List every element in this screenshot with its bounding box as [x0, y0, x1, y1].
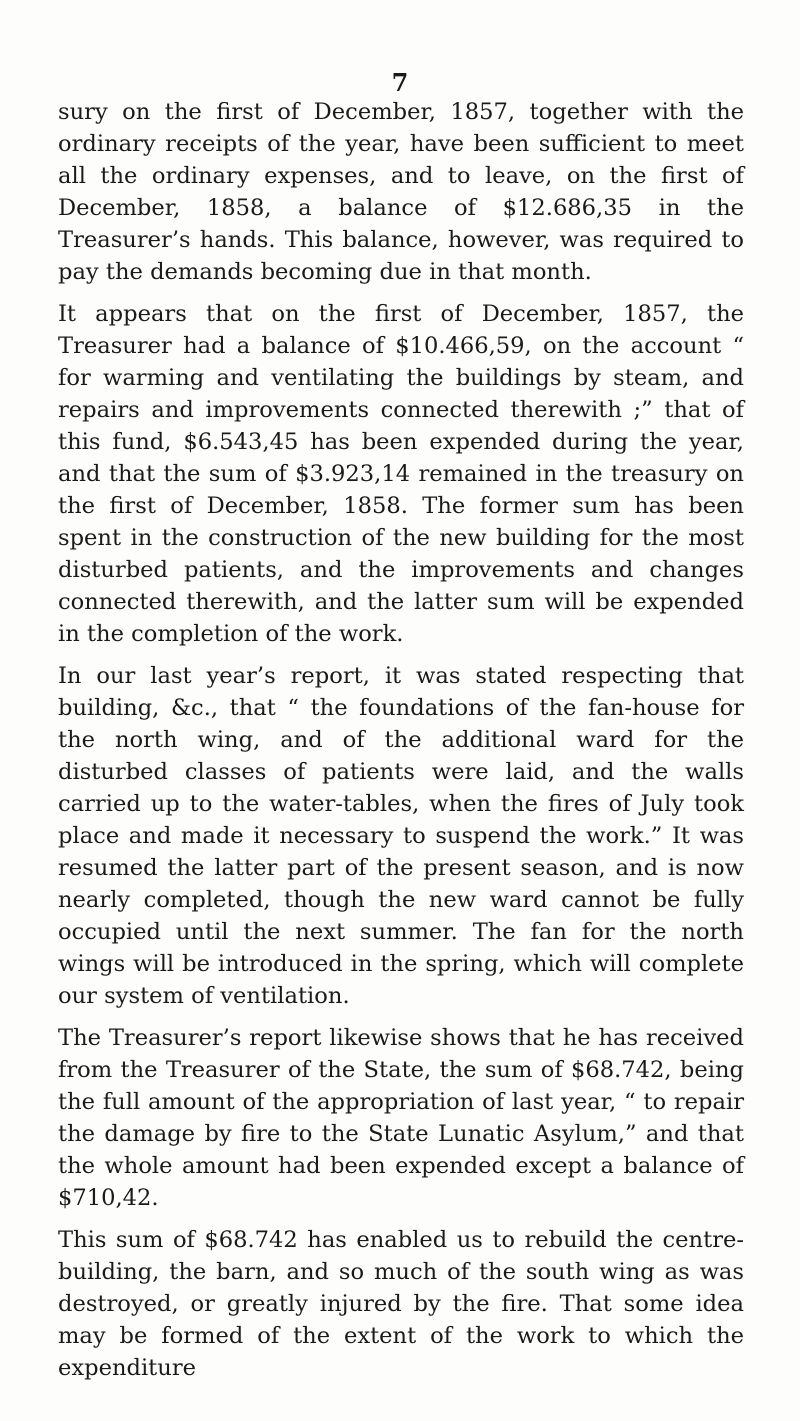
paragraph-5: This sum of $68.742 has enabled us to rebuild the centre-building, the barn, and so much of the south wing as was destroyed, or greatly injured by the fire. That some idea may be formed of the extent of the work to which the expenditure [58, 1227, 744, 1381]
paragraph-4: The Treasurer’s report likewise shows that he has received from the Treasurer of the State, the sum of $68.742, being the full amount of the appropriation of last year, “ to repair the damage by fire to the State Lunatic Asylum,” and that the whole amount had been expended except a balance of $710,42. [58, 1025, 744, 1211]
paragraph-2: It appears that on the first of December, 1857, the Treasurer had a balance of $10.466,59, on the account “ for warming and ventilating the buildings by steam, and repairs and improvements connected therewith ;” that of this fund, $6.543,45 has been expended during the year, and that the sum of $3.923,14 remained in the treasury on the first of December, 1858. The former sum has been spent in the construction of the new building for the most disturbed patients, and the improvements and changes connected therewith, and the latter sum will be expended in the completion of the work. [58, 301, 744, 647]
page-number: 7 [391, 68, 409, 97]
body-text [58, 96, 744, 1394]
paragraph-3: In our last year’s report, it was stated respecting that building, &c., that “ the foundations of the fan-house for the north wing, and of the additional ward for the disturbed classes of patients were laid, and the walls carried up to the water-tables, when the fires of July took place and made it necessary to suspend the work.” It was resumed the latter part of the present season, and is now nearly completed, though the new ward cannot be fully occupied until the next summer. The fan for the north wings will be introduced in the spring, which will complete our system of ventilation. [58, 663, 744, 1009]
paragraph-1: sury on the first of December, 1857, together with the ordinary receipts of the year, have been sufficient to meet all the ordinary expenses, and to leave, on the first of December, 1858, a balance of $12.686,35 in the Treasurer’s hands. This balance, however, was required to pay the demands becoming due in that month. [58, 99, 744, 285]
